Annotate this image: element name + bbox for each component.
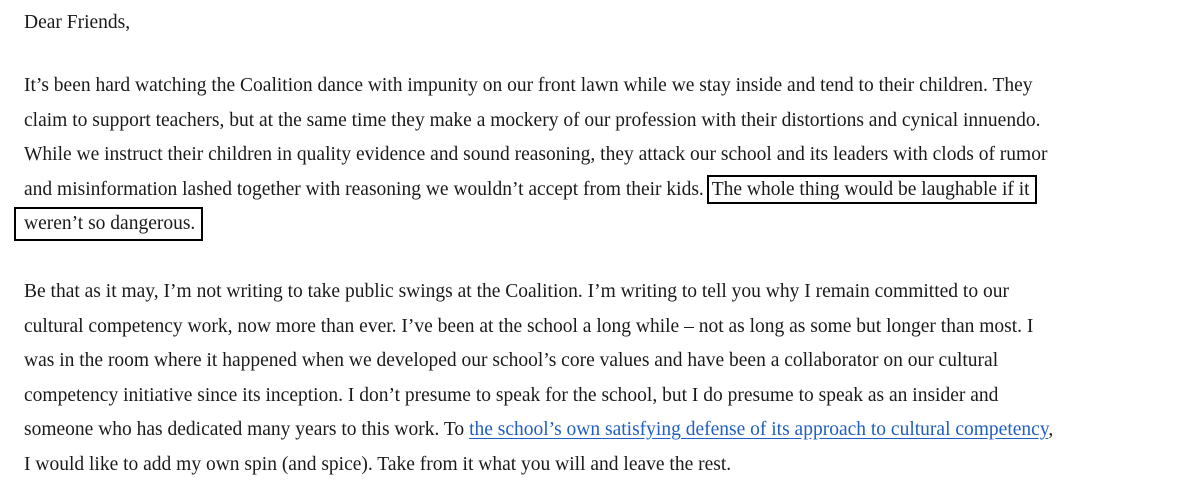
paragraph-line — [24, 207, 1047, 242]
highlighted-quote-part-2: weren’t so dangerous. — [18, 211, 199, 237]
paragraph-line: I would like to add my own spin (and spice). Take from it what you will and leave the rest. — [24, 453, 732, 475]
highlighted-quote-part-1: The whole thing would be laughable if it — [711, 179, 1033, 200]
paragraph-line: competency initiative since its inception. I don’t presume to speak for the school, but I do presume to speak as an insider and — [24, 384, 999, 406]
paragraph-line: Be that as it may, I’m not writing to take public swings at the Coalition. I’m writing to tell you why I remain committed to our — [24, 281, 1009, 302]
paragraph-line — [24, 173, 1047, 208]
paragraph-line: was in the room where it happened when we developed our school’s core values and have been a collaborator on our cultural — [24, 350, 999, 371]
paragraph-line — [24, 413, 1053, 448]
paragraph-line-text: someone who has dedicated many years to this work. To — [24, 419, 470, 440]
paragraph-line: cultural competency work, now more than ever. I’ve been at the school a long while – not as long as some but longer than most. I — [24, 315, 1034, 337]
paragraph-commitment — [24, 275, 1053, 482]
letter-greeting: Dear Friends, — [24, 12, 131, 33]
paragraph-line: It’s been hard watching the Coalition dance with impunity on our front lawn while we stay inside and tend to their children. They — [24, 75, 1033, 96]
school-defense-link[interactable]: the school’s own satisfying defense of its approach to cultural competency — [469, 419, 1049, 440]
paragraph-coalition — [24, 69, 1047, 242]
paragraph-line: While we instruct their children in quality evidence and sound reasoning, they attack our school and its leaders with clods of rumor — [24, 144, 1048, 165]
link-trailing-punctuation: , — [1048, 419, 1054, 440]
paragraph-line: claim to support teachers, but at the same time they make a mockery of our profession with their distortions and cynical innuendo. — [24, 109, 1041, 131]
paragraph-line-text: and misinformation lashed together with reasoning we wouldn’t accept from their kids. — [24, 178, 704, 200]
